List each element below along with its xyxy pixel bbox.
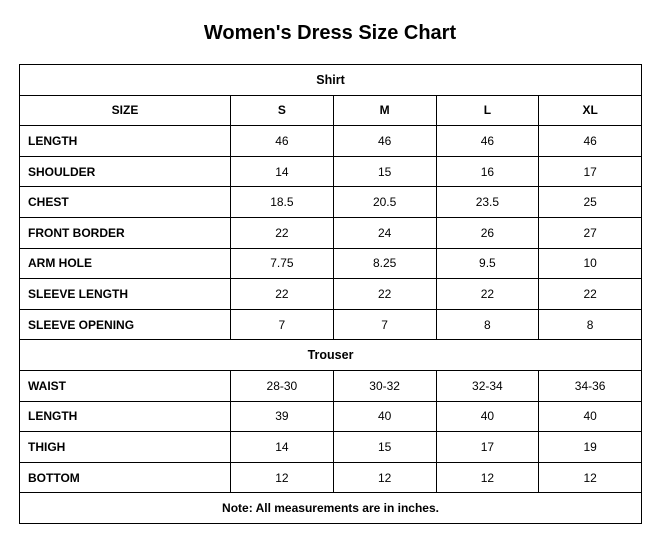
cell-value: 46 [231, 126, 334, 157]
cell-value: 40 [333, 401, 436, 432]
cell-value: 8.25 [333, 248, 436, 279]
row-label: LENGTH [20, 126, 231, 157]
cell-value: 15 [333, 432, 436, 463]
cell-value: 30-32 [333, 370, 436, 401]
section-title-trouser: Trouser [20, 340, 642, 371]
cell-value: 34-36 [539, 370, 642, 401]
size-header-s: S [231, 95, 334, 126]
cell-value: 26 [436, 217, 539, 248]
row-label: LENGTH [20, 401, 231, 432]
size-header-xl: XL [539, 95, 642, 126]
cell-value: 22 [539, 279, 642, 310]
cell-value: 39 [231, 401, 334, 432]
cell-value: 32-34 [436, 370, 539, 401]
table-row [20, 370, 642, 401]
cell-value: 18.5 [231, 187, 334, 218]
row-label: CHEST [20, 187, 231, 218]
cell-value: 12 [231, 462, 334, 493]
section-row-trouser [20, 340, 642, 371]
table-row [20, 401, 642, 432]
measurement-note: Note: All measurements are in inches. [20, 493, 642, 524]
cell-value: 27 [539, 217, 642, 248]
row-label: FRONT BORDER [20, 217, 231, 248]
cell-value: 46 [436, 126, 539, 157]
cell-value: 25 [539, 187, 642, 218]
cell-value: 10 [539, 248, 642, 279]
cell-value: 8 [539, 309, 642, 340]
cell-value: 9.5 [436, 248, 539, 279]
section-row-shirt [20, 65, 642, 96]
cell-value: 12 [333, 462, 436, 493]
size-header-l: L [436, 95, 539, 126]
note-row [20, 493, 642, 524]
cell-value: 22 [333, 279, 436, 310]
cell-value: 24 [333, 217, 436, 248]
table-row [20, 462, 642, 493]
cell-value: 22 [231, 217, 334, 248]
table-row [20, 187, 642, 218]
cell-value: 17 [539, 156, 642, 187]
table-row [20, 248, 642, 279]
cell-value: 7 [231, 309, 334, 340]
row-label: THIGH [20, 432, 231, 463]
table-row [20, 156, 642, 187]
section-title-shirt: Shirt [20, 65, 642, 96]
table-row [20, 432, 642, 463]
size-header-m: M [333, 95, 436, 126]
cell-value: 16 [436, 156, 539, 187]
cell-value: 23.5 [436, 187, 539, 218]
cell-value: 20.5 [333, 187, 436, 218]
cell-value: 7.75 [231, 248, 334, 279]
table-row [20, 309, 642, 340]
size-header-label: SIZE [20, 95, 231, 126]
cell-value: 17 [436, 432, 539, 463]
row-label: SHOULDER [20, 156, 231, 187]
cell-value: 14 [231, 156, 334, 187]
table-row [20, 217, 642, 248]
cell-value: 8 [436, 309, 539, 340]
cell-value: 14 [231, 432, 334, 463]
cell-value: 12 [436, 462, 539, 493]
table-row [20, 126, 642, 157]
cell-value: 40 [539, 401, 642, 432]
cell-value: 15 [333, 156, 436, 187]
size-header-row [20, 95, 642, 126]
page-title: Women's Dress Size Chart [203, 22, 457, 44]
table-row [20, 279, 642, 310]
row-label: SLEEVE LENGTH [20, 279, 231, 310]
cell-value: 40 [436, 401, 539, 432]
cell-value: 46 [333, 126, 436, 157]
cell-value: 12 [539, 462, 642, 493]
row-label: BOTTOM [20, 462, 231, 493]
cell-value: 46 [539, 126, 642, 157]
cell-value: 22 [231, 279, 334, 310]
cell-value: 19 [539, 432, 642, 463]
cell-value: 7 [333, 309, 436, 340]
cell-value: 22 [436, 279, 539, 310]
size-chart-table [19, 64, 642, 524]
row-label: WAIST [20, 370, 231, 401]
cell-value: 28-30 [231, 370, 334, 401]
row-label: SLEEVE OPENING [20, 309, 231, 340]
row-label: ARM HOLE [20, 248, 231, 279]
